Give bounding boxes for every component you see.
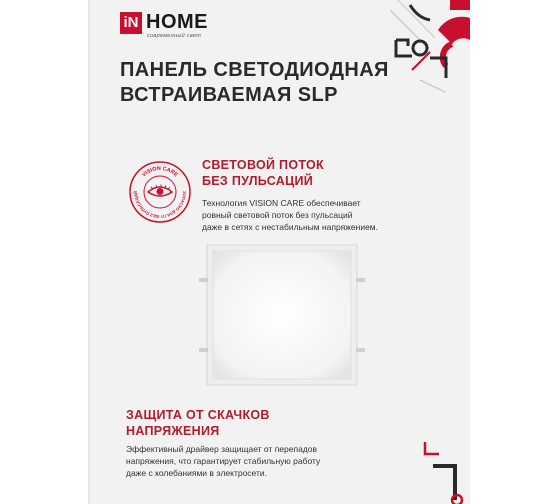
eye-icon bbox=[148, 185, 172, 197]
feature-heading-surge-protection-line2: НАПРЯЖЕНИЯ bbox=[126, 424, 220, 438]
badge-ring-right-label: ЗОПАСНО ДЛЯ ГЛ bbox=[160, 191, 188, 220]
feature-text-flicker-free-line3: даже в сетях с нестабильным напряжением. bbox=[202, 222, 379, 232]
vision-care-badge bbox=[128, 160, 192, 224]
page-title-line2: ВСТРАИВАЕМАЯ SLP bbox=[120, 84, 338, 106]
feature-text-flicker-free bbox=[202, 197, 378, 233]
page-title bbox=[120, 58, 389, 108]
feature-text-flicker-free-line1: Технология VISION CARE обеспечивает bbox=[202, 198, 361, 208]
brand-tagline: современный свет bbox=[147, 33, 202, 39]
feature-text-flicker-free-line2: ровный световой поток без пульсаций bbox=[202, 210, 353, 220]
feature-text-surge-protection-line1: Эффективный драйвер защищает от перепадов bbox=[126, 444, 318, 454]
led-panel-image bbox=[197, 240, 367, 390]
feature-heading-flicker-free-line2: БЕЗ ПУЛЬСАЦИЙ bbox=[202, 174, 314, 188]
brand-logo-text: HOME bbox=[146, 11, 208, 33]
page-title-line1: ПАНЕЛЬ СВЕТОДИОДНАЯ bbox=[120, 59, 389, 81]
brand-logo-mark: iN bbox=[120, 12, 142, 34]
svg-text:VISION CARE bbox=[141, 166, 179, 179]
decorative-geometry-top bbox=[390, 0, 470, 95]
feature-heading-flicker-free-line1: СВЕТОВОЙ ПОТОК bbox=[202, 158, 324, 172]
product-sheet bbox=[90, 0, 470, 504]
feature-text-surge-protection-line3: даже с колебаниями в электросети. bbox=[126, 468, 267, 478]
badge-ring-top-label: VISION CARE bbox=[141, 165, 179, 179]
feature-heading-flicker-free bbox=[202, 157, 324, 189]
feature-text-surge-protection-line2: напряжения, что гарантирует стабильную работу bbox=[126, 456, 321, 466]
feature-text-surge-protection bbox=[126, 443, 320, 479]
badge-ring-left-label: БЕЗ ПУЛЬСАЦИЙ bbox=[132, 190, 160, 220]
decorative-geometry-bottom bbox=[423, 440, 470, 504]
feature-heading-surge-protection-line1: ЗАЩИТА ОТ СКАЧКОВ bbox=[126, 408, 270, 422]
feature-heading-surge-protection bbox=[126, 407, 270, 439]
